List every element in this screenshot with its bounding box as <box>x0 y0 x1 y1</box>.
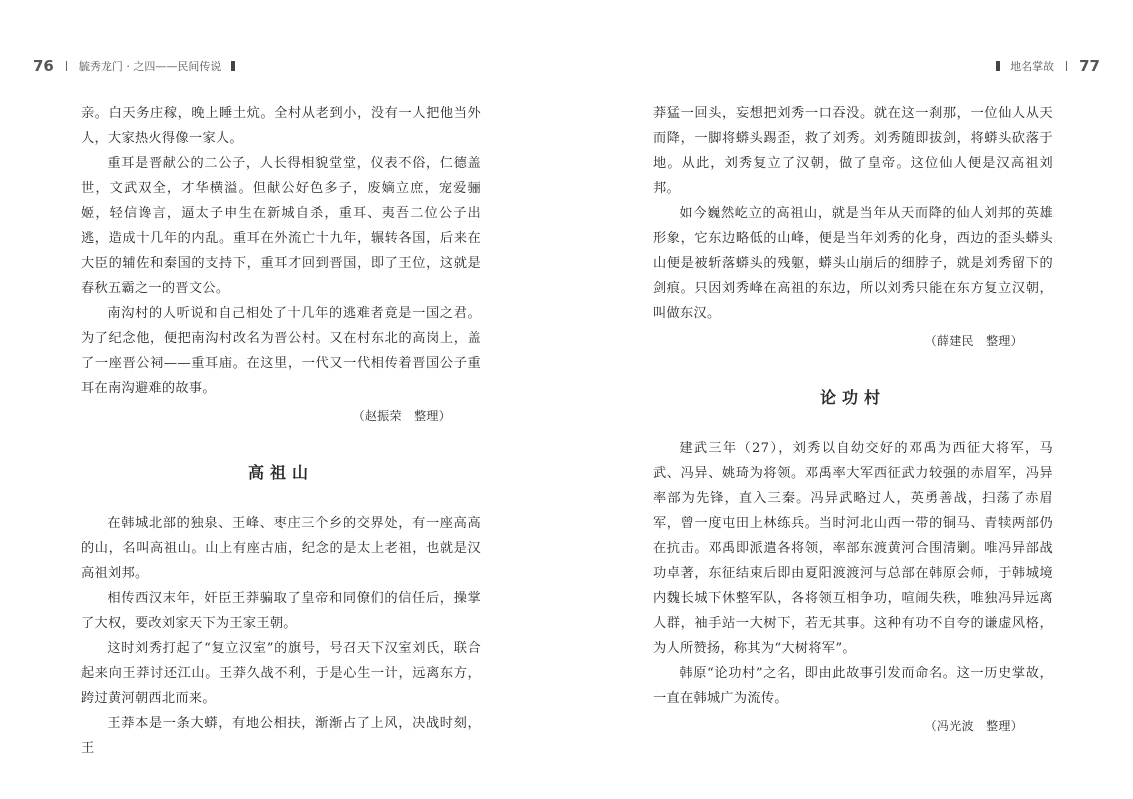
header-divider <box>66 61 67 71</box>
left-running-title: 毓秀龙门 · 之四——民间传说 <box>78 60 222 73</box>
left-page-body <box>81 101 481 761</box>
paragraph: 重耳是晋献公的二公子，人长得相貌堂堂，仪表不俗，仁德盖世，文武双全，才华横溢。但献公好色多子，废嫡立庶，宠爱骊姬，轻信谗言，逼太子申生在新城自杀，重耳、夷吾二位公子出逃，造成十几年的内乱。重耳在外流亡十九年，辗转各国，后来在大臣的辅佐和秦国的支持下，重耳才回到晋国，即了王位，这就是春秋五霸之一的晋文公。 <box>81 156 481 296</box>
left-page-number: 76 <box>33 57 54 75</box>
section-title: 高祖山 <box>247 463 314 482</box>
header-divider <box>1066 61 1067 71</box>
section-title: 论功村 <box>819 388 886 407</box>
paragraph: 这时刘秀打起了“复立汉室”的旗号，号召天下汉室刘氏，联合起来向王莽讨还江山。王莽久战不利，于是心生一计，远离东方，跨过黄河朝西北而来。 <box>81 641 481 706</box>
header-block-mark <box>231 61 235 71</box>
left-page <box>0 0 566 799</box>
right-page-header <box>986 56 1100 76</box>
paragraph: 建武三年（27），刘秀以自幼交好的邓禹为西征大将军，马武、冯异、姚琦为将领。邓禹率大军西征武力较强的赤眉军，冯异率部为先锋，直入三秦。冯异武略过人，英勇善战，扫荡了赤眉军，曾一度屯田上林练兵。当时河北山西一带的铜马、青犊两部仍在抗击。邓禹即派遣各将领，率部东渡黄河合围清剿。唯冯异部战功卓著，东征结束后即由夏阳渡渡河与总部在韩原会师，于韩城境内魏长城下休整军队，各将领互相争功，喧闹失秩，唯独冯异远离人群，袖手站一大树下，若无其事。这种有功不自夸的谦虚风格，为人所赞扬，称其为“大树将军”。 <box>653 441 1053 656</box>
paragraph: 南沟村的人听说和自己相处了十几年的逃难者竟是一国之君。为了纪念他，便把南沟村改名为晋公村。又在村东北的高岗上，盖了一座晋公祠——重耳庙。在这里，一代又一代相传着晋国公子重耳在南沟避难的故事。 <box>81 306 481 396</box>
header-block-mark <box>996 61 1000 71</box>
author-credit: （薛建民 整理） <box>924 334 1023 348</box>
paragraph: 莽猛一回头，妄想把刘秀一口吞没。就在这一刹那，一位仙人从天而降，一脚将蟒头踢歪，救了刘秀。刘秀随即拔剑，将蟒头砍落于地。从此，刘秀复立了汉朝，做了皇帝。这位仙人便是汉高祖刘邦。 <box>653 106 1053 196</box>
author-credit: （赵振荣 整理） <box>352 409 451 423</box>
paragraph: 亲。白天务庄稼，晚上睡土炕。全村从老到小，没有一人把他当外人，大家热火得像一家人。 <box>81 106 481 146</box>
paragraph: 相传西汉末年，奸臣王莽骗取了皇帝和同僚们的信任后，操掌了大权，要改刘家天下为王家王朝。 <box>81 591 481 631</box>
paragraph: 韩原“论功村”之名，即由此故事引发而命名。这一历史掌故，一直在韩城广为流传。 <box>653 666 1053 706</box>
right-running-title: 地名掌故 <box>1010 60 1055 73</box>
right-page <box>567 0 1133 799</box>
right-page-number: 77 <box>1079 57 1100 75</box>
author-credit: （冯光波 整理） <box>924 719 1023 733</box>
paragraph: 王莽本是一条大蟒，有地公相扶，渐渐占了上风，决战时刻，王 <box>81 716 481 756</box>
paragraph: 在韩城北部的独泉、王峰、枣庄三个乡的交界处，有一座高高的山，名叫高祖山。山上有座古庙，纪念的是太上老祖，也就是汉高祖刘邦。 <box>81 516 481 581</box>
paragraph: 如今巍然屹立的高祖山，就是当年从天而降的仙人刘邦的英雄形象，它东边略低的山峰，便是当年刘秀的化身，西边的歪头蟒头山便是被斩落蟒头的残躯，蟒头山崩后的细脖子，就是刘秀留下的剑痕。只因刘秀峰在高祖的东边，所以刘秀只能在东方复立汉朝，叫做东汉。 <box>653 206 1053 321</box>
right-page-body <box>653 101 1053 739</box>
left-page-header <box>33 56 245 76</box>
